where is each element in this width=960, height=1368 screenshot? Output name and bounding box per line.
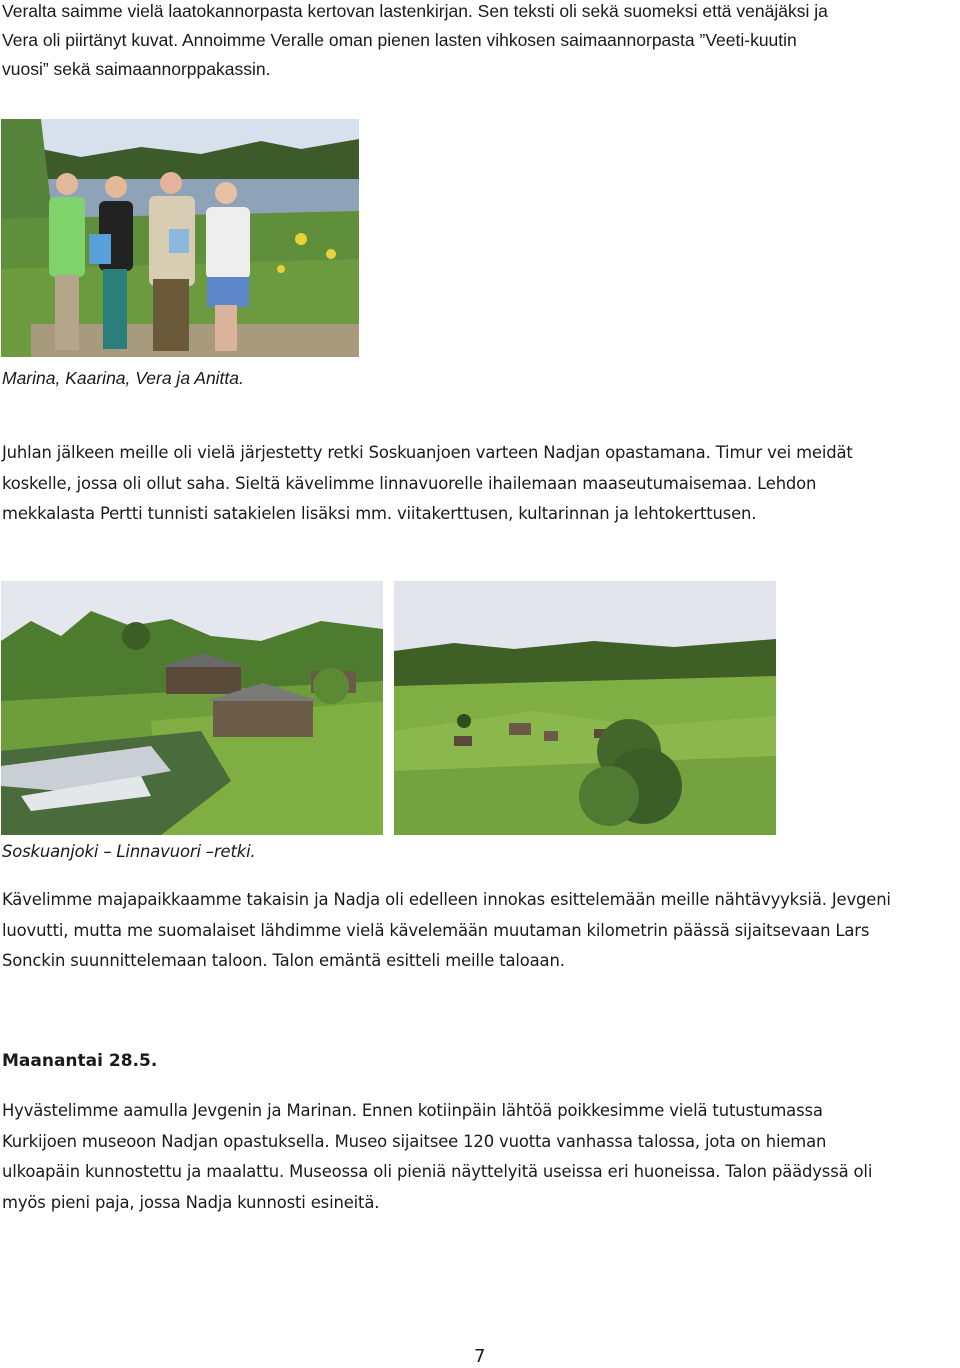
text-line: Kävelimme majapaikkaamme takaisin ja Nadja oli edelleen innokas esittelemään meille nähtävyyksiä. Jevgeni: [2, 890, 891, 909]
text-line: luovutti, mutta me suomalaiset lähdimme vielä kävelemään muutaman kilometrin päässä sijaitsevaan Lars: [2, 920, 870, 940]
landscape-photo: [394, 581, 776, 835]
text-line: Sonckin suunnittelemaan taloon. Talon emäntä esitteli meille taloaan.: [2, 951, 565, 970]
section-heading: Maanantai 28.5.: [2, 1051, 158, 1071]
trip-paragraph: [2, 438, 853, 530]
photos-caption: Soskuanjoki – Linnavuori –retki.: [2, 842, 256, 861]
text-line: ulkoapäin kunnostettu ja maalattu. Museossa oli pieniä näyttelyitä useissa eri huoneissa. Talon päädyssä oli: [2, 1162, 873, 1181]
text-line: koskelle, jossa oli ollut saha. Sieltä kävelimme linnavuorelle ihailemaan maaseutumaisemaa. Lehdon: [2, 473, 817, 493]
page-number: 7: [474, 1346, 486, 1367]
text-line: Hyvästelimme aamulla Jevgenin ja Marinan. Ennen kotiinpäin lähtöä poikkesimme vielä tutustumassa: [2, 1101, 823, 1120]
text-line: mekkalasta Pertti tunnisti satakielen lisäksi mm. viitakerttusen, kultarinnan ja lehtokerttusen.: [2, 504, 757, 523]
monday-paragraph: [2, 1096, 872, 1218]
text-line: Kurkijoen museoon Nadjan opastuksella. Museo sijaitsee 120 vuotta vanhassa talossa, jota on hieman: [2, 1131, 827, 1151]
text-line: Vera oli piirtänyt kuvat. Annoimme Veralle oman pienen lasten vihkosen saimaannorpasta ”Veeti-kuutin: [2, 30, 797, 50]
intro-paragraph: [2, 0, 828, 84]
river-houses-photo: [1, 581, 383, 835]
text-line: Juhlan jälkeen meille oli vielä järjestetty retki Soskuanjoen varteen Nadjan opastamana. Timur vei meidät: [2, 443, 853, 462]
photo-caption: Marina, Kaarina, Vera ja Anitta.: [2, 368, 244, 388]
text-line: Veralta saimme vielä laatokannorpasta kertovan lastenkirjan. Sen teksti oli sekä suomeksi että venäjäksi ja: [2, 1, 828, 21]
group-photo: [1, 119, 359, 357]
return-paragraph: [2, 885, 891, 977]
text-line: myös pieni paja, jossa Nadja kunnosti esineitä.: [2, 1192, 380, 1212]
text-line: vuosi” sekä saimaannorppakassin.: [2, 59, 271, 79]
